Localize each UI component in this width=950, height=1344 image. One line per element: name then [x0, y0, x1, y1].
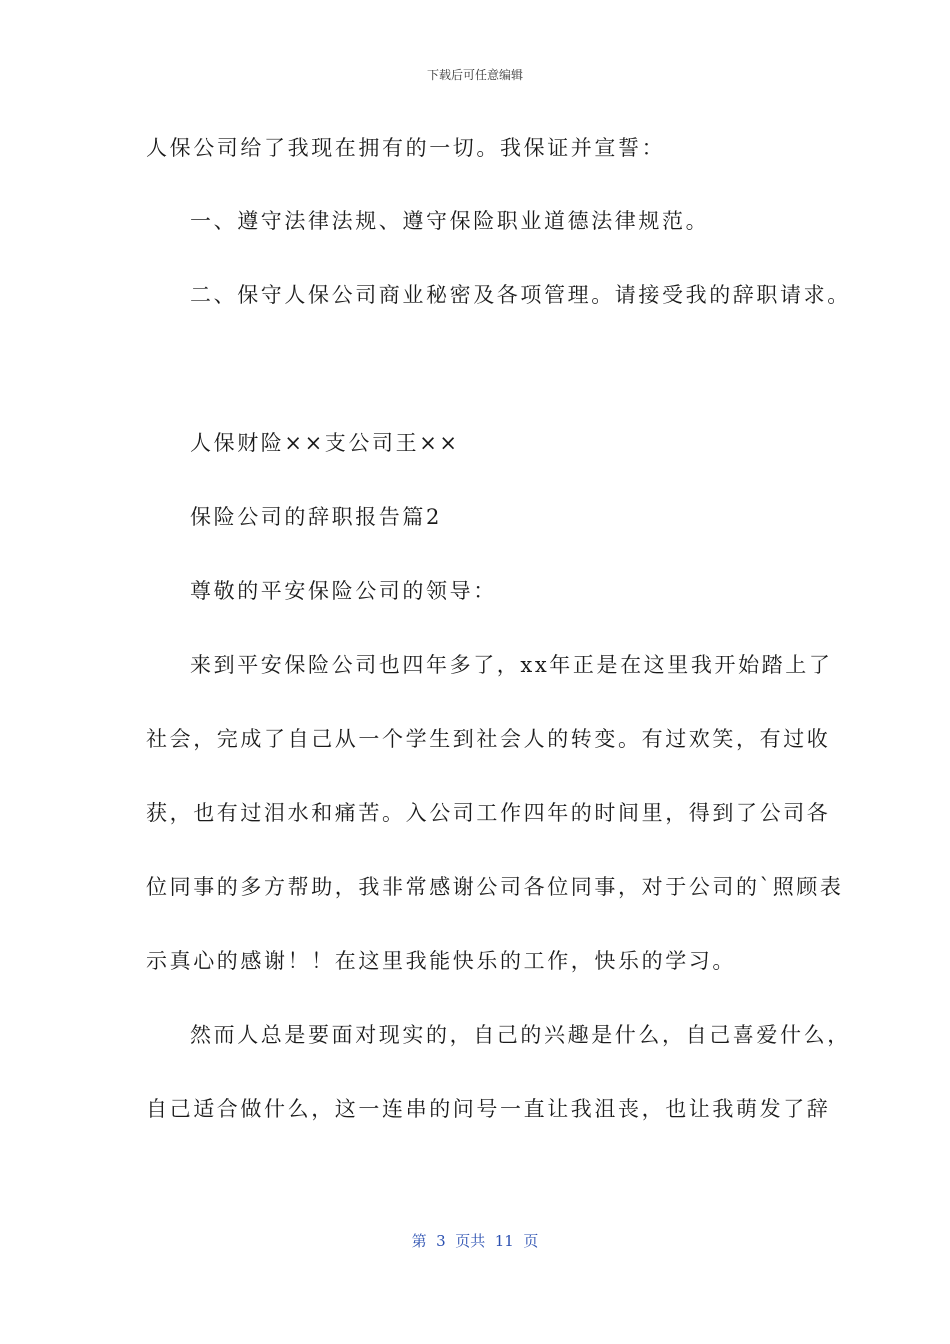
body-line: 自己适合做什么，这一连串的问号一直让我沮丧，也让我萌发了辞 [146, 1097, 831, 1121]
body-line: 获，也有过泪水和痛苦。入公司工作四年的时间里，得到了公司各 [146, 801, 831, 825]
salutation: 尊敬的平安保险公司的领导： [190, 579, 497, 603]
page-header: 下载后可任意编辑 [426, 68, 523, 82]
signature-line: 人保财险××支公司王×× [190, 431, 460, 455]
page-number: 第 3 页共 11 页 [411, 1232, 539, 1250]
body-line: 一、遵守法律法规、遵守保险职业道德法律规范。 [190, 209, 710, 233]
body-line: 二、保守人保公司商业秘密及各项管理。请接受我的辞职请求。 [190, 283, 851, 307]
body-line: 人保公司给了我现在拥有的一切。我保证并宣誓： [146, 136, 666, 160]
body-line: 位同事的多方帮助，我非常感谢公司各位同事，对于公司的`照顾表 [146, 875, 844, 899]
body-line: 示真心的感谢！！在这里我能快乐的工作，快乐的学习。 [146, 949, 736, 973]
body-line: 社会，完成了自己从一个学生到社会人的转变。有过欢笑，有过收 [146, 727, 831, 751]
section-title: 保险公司的辞职报告篇2 [190, 505, 442, 529]
body-line: 来到平安保险公司也四年多了，xx年正是在这里我开始踏上了 [190, 653, 833, 677]
body-line: 然而人总是要面对现实的，自己的兴趣是什么，自己喜爱什么， [190, 1023, 851, 1047]
